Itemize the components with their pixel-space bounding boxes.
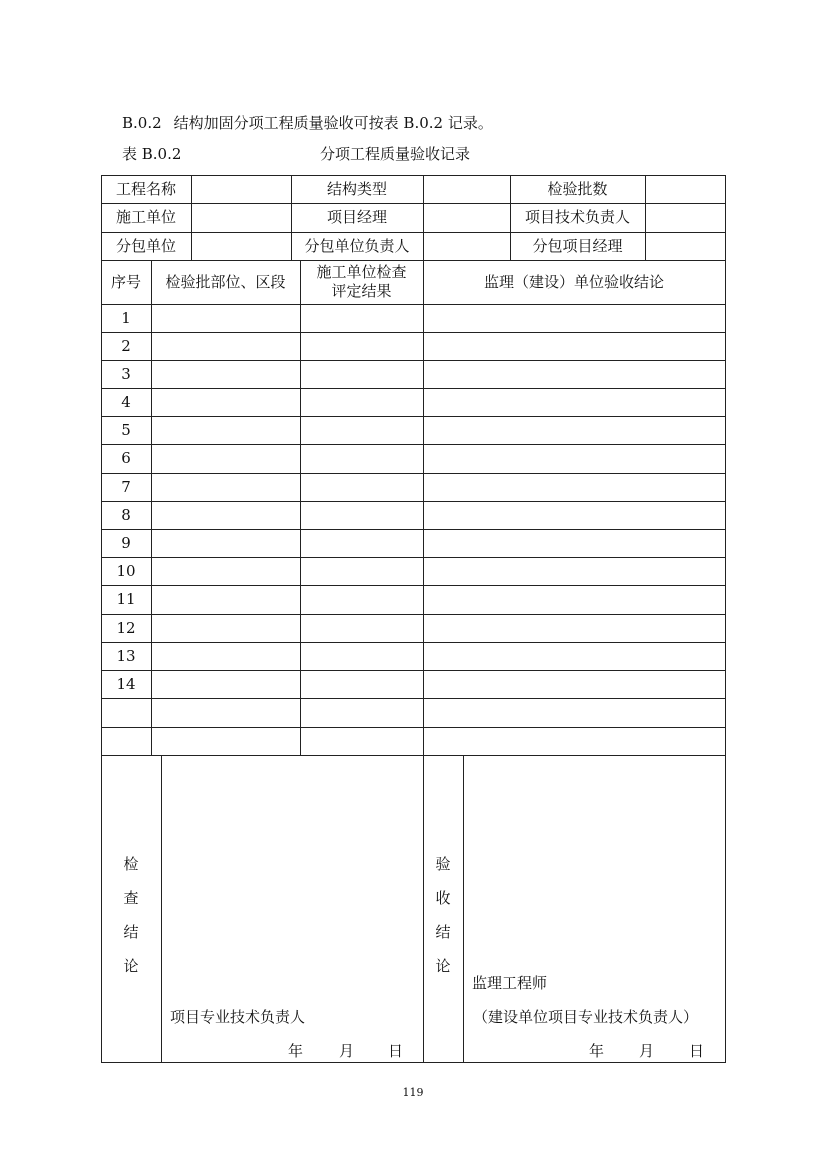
acceptance-conclusion-label xyxy=(428,847,458,983)
header-label-batch-count: 检验批数 xyxy=(547,179,608,198)
table-caption-label: 表 B.0.2 xyxy=(122,145,182,163)
row-number: 5 xyxy=(121,420,131,439)
border-line xyxy=(463,755,464,1062)
border-line xyxy=(101,473,726,474)
check-conclusion-label xyxy=(116,847,146,983)
table-caption-title: 分项工程质量验收记录 xyxy=(320,145,471,163)
intro-line xyxy=(122,112,493,133)
border-line xyxy=(101,360,726,361)
row-number xyxy=(101,727,151,755)
record-table xyxy=(101,175,726,1063)
border-line xyxy=(101,1062,726,1063)
border-line xyxy=(423,175,424,260)
row-number: 3 xyxy=(121,364,131,383)
border-line xyxy=(101,501,726,502)
border-line xyxy=(725,175,726,1063)
border-line xyxy=(101,670,726,671)
border-line xyxy=(191,175,192,260)
clause-text: 结构加固分项工程质量验收可按表 B.0.2 记录。 xyxy=(173,114,493,132)
border-line xyxy=(101,557,726,558)
column-header-check-result-line1: 施工单位检查 xyxy=(316,263,407,281)
border-line xyxy=(151,260,152,755)
row-number: 8 xyxy=(121,505,131,524)
row-number: 7 xyxy=(121,477,131,496)
border-line xyxy=(101,304,726,305)
border-line xyxy=(101,727,726,728)
accept-signer-title: 监理工程师 xyxy=(472,974,548,992)
header-label-technical-lead: 项目技术负责人 xyxy=(524,208,630,226)
border-line xyxy=(101,388,726,389)
border-line xyxy=(161,755,162,1062)
acceptance-conclusion-char: 论 xyxy=(435,957,451,975)
accept-date-day: 日 xyxy=(689,1042,705,1060)
check-date-year: 年 xyxy=(288,1042,304,1060)
acceptance-conclusion-char: 验 xyxy=(435,855,451,873)
header-label-subcontractor: 分包单位 xyxy=(115,236,176,255)
border-line xyxy=(101,416,726,417)
column-header-seq: 序号 xyxy=(110,272,141,291)
check-date-month: 月 xyxy=(339,1042,355,1060)
row-number: 4 xyxy=(121,392,131,411)
row-number: 6 xyxy=(121,449,131,467)
column-header-location: 检验批部位、区段 xyxy=(165,272,286,291)
row-number: 10 xyxy=(116,561,136,580)
header-label-subcontract-manager: 分包项目经理 xyxy=(532,236,623,255)
border-line xyxy=(423,260,424,755)
check-date-day: 日 xyxy=(388,1042,404,1060)
header-label-construction-unit: 施工单位 xyxy=(115,208,176,226)
border-line xyxy=(645,175,646,260)
accept-date-month: 月 xyxy=(639,1042,655,1060)
row-number: 12 xyxy=(116,618,136,637)
border-line xyxy=(101,642,726,643)
border-line xyxy=(423,755,424,1062)
check-conclusion-char: 检 xyxy=(123,855,139,873)
header-label-structure-type: 结构类型 xyxy=(326,179,387,198)
clause-number: B.0.2 xyxy=(122,114,162,132)
check-signer: 项目专业技术负责人 xyxy=(170,1008,306,1026)
border-line xyxy=(101,614,726,615)
acceptance-conclusion-char: 收 xyxy=(435,889,451,907)
border-line xyxy=(101,332,726,333)
row-number: 13 xyxy=(116,646,136,665)
border-line xyxy=(101,698,726,699)
border-line xyxy=(300,260,301,755)
row-number: 9 xyxy=(121,533,131,552)
acceptance-conclusion-char: 结 xyxy=(435,923,451,941)
check-conclusion-char: 论 xyxy=(123,957,139,975)
border-line xyxy=(101,444,726,445)
accept-date-year: 年 xyxy=(589,1042,605,1060)
border-line xyxy=(101,529,726,530)
header-label-project-name: 工程名称 xyxy=(115,179,176,198)
column-header-check-result-line2: 评定结果 xyxy=(331,282,392,300)
check-conclusion-char: 查 xyxy=(123,889,139,907)
header-label-project-manager: 项目经理 xyxy=(326,208,387,226)
border-line xyxy=(101,755,726,756)
accept-signer-subtitle: （建设单位项目专业技术负责人） xyxy=(473,1008,699,1026)
border-line xyxy=(101,585,726,586)
column-header-check-result xyxy=(300,260,423,304)
row-number: 11 xyxy=(116,590,136,608)
row-number xyxy=(101,698,151,727)
row-number: 1 xyxy=(121,308,131,327)
row-number: 2 xyxy=(121,336,131,355)
column-header-acceptance: 监理（建设）单位验收结论 xyxy=(483,272,664,291)
page-number: 119 xyxy=(402,1086,424,1099)
row-number: 14 xyxy=(116,674,136,693)
check-conclusion-char: 结 xyxy=(123,923,139,941)
header-label-subcontractor-lead: 分包单位负责人 xyxy=(304,236,410,255)
